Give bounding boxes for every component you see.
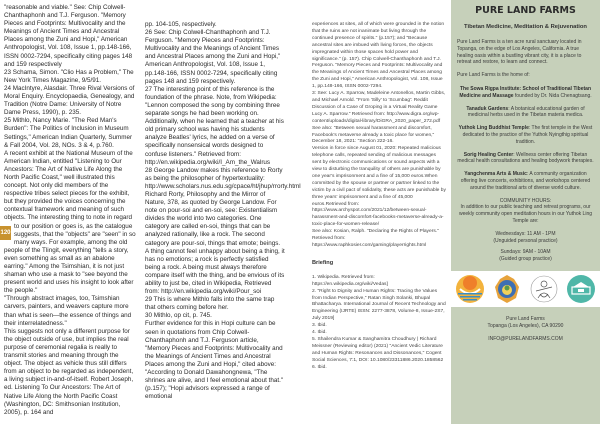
page-number: 120	[0, 226, 11, 240]
briefing-note: 3. Ibid.	[312, 323, 327, 329]
sidebar-intro: Pure Land Farms is a ten acre rural sanctuary located in Topanga, on the edge of Los Angeles, California. A true healing oasis within a bustling vibrant city, it is a place to retreat and restore, to learn and connect.	[457, 39, 582, 66]
note: Version in force since August 01, 2020: Repeated malicious telephone calls, repeated sending of malicious messages sent by electronic communications or sound aspects with a view to disturbing the tranquility of others are punishable by one year's imprisonment and a fine of 15,000 euros.When committed by the spouse or partner or partner linked to the victim by a civil pact of solidarity, these acts are punishable by three years' imprisonment and a fine of 45,000 euros.Retrieved from: https://www.archyspot.com/2021/12/between-sexual-harassment-and-discomfort-facebooks-metaverse-already-a-toxic-place-for-women-release/	[312, 146, 446, 228]
note: 25 Mithlo, Nancy Marie. "The Red Man's Burden": The Politics of Inclusion in Museum Settings," American Indian Quarterly, Summer & Fall 2004, Vol. 28, NOs. 3 & 4, p.760.	[4, 117, 133, 149]
sowa-rigpa-emblem-icon	[492, 274, 522, 304]
note: A recent exhibit at the National Museum of the American Indian, entitled "Listening to Our Ancestors: The Art of Native Life Along the North Pacific Coast," well illustrated this concept. Not only did members of the respective tribes select pieces for the exhibit, but they provided the voices concerning the contextual framework and meaning of such objects. The interesting thing to note in regard to our position or goes is, as the catalogue suggests, that the "objects" are "seen" in so many ways. For example, among the old people of the Tlingit, everything "tells a story, even something as small as an abalone earring." Among the Tsimshian, it is not just shaman who use a mask to "see beyond the present world and uses his insight to look after the people."	[4, 149, 136, 295]
org-sowa-rigpa	[451, 86, 600, 100]
note: See also: Kosian, Ralph. "Declaring the Rights of Players."	[312, 229, 439, 235]
email-link[interactable]: INFO@PURELANDFARMS.COM	[488, 335, 563, 342]
org-desc: : A botanical educational garden of medicinal herbs used in the Tibetan materia medica.	[467, 105, 585, 119]
temple-logo-icon	[566, 274, 596, 304]
org-name: Tanaduk Gardens	[466, 105, 509, 112]
sidebar-title: PURE LAND FARMS	[475, 5, 576, 16]
org-name: Yuthok Ling Buddhist Temple	[458, 125, 529, 132]
note: 23 Schama, Simon. "Clio Has a Problem," The New York Times Magazine, 9/5/91.	[4, 68, 134, 84]
note: 3: See: Lucy A. Sparrow, Madeleine Antonellos, Martin Gibbs, and Michael Arnold. "From 'Silly' to 'Scumbag': Reddit Discussion of a Case of Groping in a Virtual Reality Game Lucy A. Sparrow." Retrieved from: http://www.digra.org/wp-content/uploads/digital-library/DiGRA_2020_paper_272.pdf	[312, 91, 446, 124]
home-of-label: Pure Land Farms is the home of:	[457, 72, 530, 79]
note: 29 This is where Mithlo falls into the same trap that others coming before her.	[145, 296, 275, 312]
deity-sketch-logo-icon	[529, 274, 559, 304]
note: experiences at sites, all of which were grounded in the notion that the ruins are not inanimate but living through the continued presence of spirits." (p.157); and "Because ancestral sites are imbued with living forces, the objects impregnated within those spaces hold power and significance." (p. 157). Chip Colwell-Chanthaphonh and T.J. Ferguson. "Memory Pieces and Footprints: Multivocality and the Meanings of Ancient Times and Ancestral Places among the Zuni and Hopi," American Anthropologist, Vol. 108, Issue 1, pp.148-166, ISSN 0002-7294.	[312, 22, 445, 90]
hours-heading: COMMUNITY HOURS:	[499, 197, 552, 204]
address-name: Pure Land Farms	[506, 315, 545, 322]
briefing-heading: Briefing	[312, 259, 334, 266]
notes-column-1	[0, 4, 138, 417]
note: pp. 104-105, respectively.	[145, 21, 217, 28]
note: 24 MacIntyre, Alasdair. Three Rival Versions of Moral Enquiry. Encyclopaedia, Genealogy, and Tradition (Notre Dame: University of Notre Dame Press, 1990), p. 235.	[4, 84, 135, 117]
address: Topanga (Los Angeles), CA 90290	[487, 322, 564, 329]
hours-intro: In addition to our public teaching and retreat programs, our weekly community open meditation hours in our Yuthok Ling Temple are:	[458, 204, 593, 224]
schedule-wed-note: (Unguided personal practice)	[493, 237, 558, 244]
org-desc: : The first temple in the West dedicated to the practice of the Yuthok Nyingthig spiritual tradition.	[462, 125, 593, 145]
note: "Through abstract images, too, Tsimshian carvers, painters, and weavers capture more than what is seen—the essence of things and their interrelatedness."	[4, 295, 132, 327]
logo-strip	[451, 271, 600, 307]
note: Further evidence for this in Hopi culture can be seen in quotations from Chip Colwell-Chanthaphonh and T.J. Ferguson article, "Memory Pieces and Footprints: Multivocality and the Meanings of Ancient Times and Ancestral Places among the Zuni and Hopi," cited above: "According to Donald Dawahongnewa, "The shrines are alive, and I feel emotional about that." (p.157); "Hopi advisors expressed a range of emotional	[145, 320, 284, 401]
org-tanaduk	[451, 106, 600, 120]
org-name: Yangchenma Arts & Music	[464, 171, 527, 178]
note: 28 George Landow makes this reference to Rorty as being the philosopher of hypertextuality: http://www.scholars.nus.edu.sg/cpace/ht/jhup/rrorty.html Richard Rorty, Philosophy and the Mirror of Nature, 378, as quoted by George Landow. For note on pour-soi and en-soi, see: Existentialism divides the world into two categories. One category are called en-soi, things that can be analyzed rationally, like a rock. The second category are pour-soi, things that emote; beings. A thing cannot feel unhappy about being a thing, it has no emotions; a rock is perfectly satisfied being a rock. A being must always therefore compare itself with the thing, and be envious of its ability to just be, cited in Wikipedia, Retrieved from: http://en.wikipedia.org/wiki/Pour_soi	[145, 166, 301, 296]
note: 27 The interesting point of this reference is the foundation of the phrase. Note, from Wikipedia: "Lennon composed the song by combining three separate songs he had been working on. Additionally, when he learned that a teacher at his old primary school was having his students analyze Beatles' lyrics, he added on a verse of specifically nonsensical words designed to confuse listeners." Retrieved from: http://en.wikipedia.org/wiki/I_Am_the_Walrus	[145, 85, 284, 166]
org-name: The Sowa Rigpa Institute: School of Traditional Tibetan Medicine and Massage	[459, 85, 592, 99]
schedule-wed: Wednesdays: 11 AM - 1PM	[495, 230, 556, 237]
note: "reasonable and viable." See: Chip Colwell-Chanthaphonh and T.J. Ferguson. "Memory Pieces and Footprints: Multivocality and the Meanings of Ancient Times and Ancestral Places among the Zuni and Hopi," American Anthropologist, Vol. 108, Issue 1, pp.148-166, ISSN 0002-7294, specifically citing pages 148 and 159 respectively	[4, 4, 133, 68]
org-yangchenma	[451, 171, 600, 191]
org-yuthok-ling	[451, 125, 600, 145]
briefing-note: 6. Ibid.	[312, 364, 327, 370]
org-desc: : Wellness center offering Tibetan medical health consultations and healing bodywork therapies.	[457, 151, 594, 165]
briefing-note: 2. "Right to Dignity and Human Rights: Tracing the Values from Indian Perspective," Ratan Singh Solanki, Bhupal Bhattacharya. International Journal of Recent Technology and Engineering (IJRTE) ISSN: 2277-3878, Volume-8, Issue-2S7, July 2019]	[312, 288, 446, 322]
pure-land-farms-sidebar	[451, 0, 600, 424]
note: This suggests not only a different purpose for the object outside of use, but implies the real purpose of ceremonial regalia is really to transmit stories and meaning through the object. The object as vehicle thus still differs from an object to be regarded as independent, a living subject in-and-of-itself. Robert Joseph, ed. Listening To Our Ancestors: The Art of Native Life Along the North Pacific Coast (Washington, DC: Smithsonian Institution, 2005), p. 164 and	[4, 327, 134, 416]
notes-column-3	[312, 22, 446, 372]
sun-logo-icon	[455, 274, 485, 304]
sidebar-subtitle: Tibetan Medicine, Meditation & Rejuvenation	[464, 24, 587, 30]
schedule-sun: Sundays: 9AM - 10AM	[500, 249, 551, 256]
schedule-sun-note: (Guided group practice)	[499, 256, 552, 263]
briefing-note: 5. Shailendra Kumar & Sanghamitra Choudhury | Richard Meissner (Reviewing editor) (2021) "Ancient Vedic Literature and Human Rights: Resonances and Dissonances," Cogent Social Sciences, 7:1, DOI: 10.1080/23311886.2020.1858562	[312, 336, 444, 363]
briefing-note: 4. Ibid.	[312, 330, 327, 336]
org-desc: founded by Dr. Nida Chenagtsang.	[513, 92, 592, 99]
briefing-note: 1. Wikipedia. Retrieved from: https://en.wikipedia.org/wiki/Vedas]	[312, 274, 388, 287]
org-name: Sorig Healing Center	[463, 151, 514, 158]
note: Retrieved from: https://www.raphkosier.com/gaming/playerrights.html	[312, 236, 427, 248]
org-sorig	[451, 152, 600, 166]
org-desc: : A community organization offering live concerts, exhibitions, and workshops centered around the traditional arts of diverse world culture.	[460, 171, 591, 191]
note: 26 See: Chip Colwell-Chanthaphonh and T.J. Ferguson. "Memory Pieces and Footprints: Multivocality and the Meanings of Ancient Times and Ancestral Places among the Zuni and Hopi," American Anthropologist, Vol. 108, Issue 1, pp.148-166, ISSN 0002-7294, specifically citing pages 148 and 159 respectively.	[145, 29, 281, 85]
notes-column-2	[145, 21, 301, 401]
note: See also: "Between sexual harassment and discomfort, Facebook's metaverse already a toxic place for women," December 18, 2021: "Section 222-16.	[312, 125, 435, 145]
note: 30 Mithlo, op cit, p. 745.	[145, 312, 212, 320]
